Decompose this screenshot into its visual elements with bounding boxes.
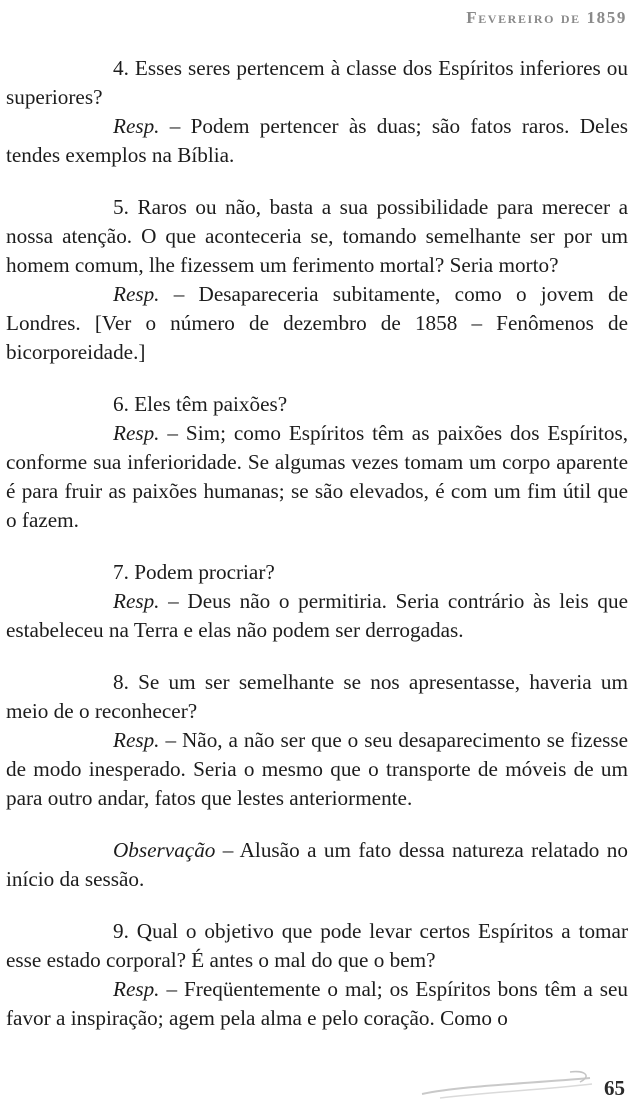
answer-4: [6, 112, 628, 170]
question-5: 5. Raros ou não, basta a sua possibilidade para merecer a nossa atenção. O que aconteceria se, tomando semelhante ser por um homem comum, lhe fizessem um ferimento mortal? Seria morto?: [6, 195, 628, 277]
resp-label: Resp.: [113, 282, 160, 306]
question-8: 8. Se um ser semelhante se nos apresentasse, haveria um meio de o reconhecer?: [6, 670, 628, 723]
answer-9: [6, 975, 628, 1033]
question-4: 4. Esses seres pertencem à classe dos Espíritos inferiores ou superiores?: [6, 56, 628, 109]
answer-text: – Deus não o permitiria. Seria contrário às leis que estabeleceu na Terra e elas não podem ser derrogadas.: [6, 589, 628, 642]
resp-label: Resp.: [113, 114, 160, 138]
resp-label: Resp.: [113, 421, 160, 445]
resp-label: Resp.: [113, 977, 160, 1001]
answer-7: [6, 587, 628, 645]
answer-5: [6, 280, 628, 367]
observation-text: – Alusão a um fato dessa natureza relatado no início da sessão.: [6, 838, 628, 891]
question-9: 9. Qual o objetivo que pode levar certos Espíritos a tomar esse estado corporal? É antes o mal do que o bem?: [6, 919, 628, 972]
page-body: [6, 54, 628, 1033]
question-7: 7. Podem procriar?: [113, 560, 275, 584]
page-number: 65: [604, 1076, 625, 1100]
answer-text: – Podem pertencer às duas; são fatos raros. Deles tendes exemplos na Bíblia.: [6, 114, 628, 167]
question-6: 6. Eles têm paixões?: [113, 392, 288, 416]
answer-text: – Sim; como Espíritos têm as paixões dos Espíritos, conforme sua inferioridade. Se algumas vezes tomam um corpo aparente é para fruir as paixões humanas; se são elevados, é com um fim útil que o fazem.: [6, 421, 628, 532]
answer-text: – Desapareceria subitamente, como o jovem de Londres. [Ver o número de dezembro de 1858 – Fenômenos de bicorporeidade.]: [6, 282, 628, 364]
observation-label: Observação: [113, 838, 216, 862]
running-header: Fevereiro de 1859: [466, 8, 627, 27]
resp-label: Resp.: [113, 728, 160, 752]
answer-text: – Não, a não ser que o seu desaparecimento se fizesse de modo inesperado. Seria o mesmo que o transporte de móveis de um para outro andar, fatos que lestes anteriormente.: [6, 728, 628, 810]
resp-label: Resp.: [113, 589, 160, 613]
observation-note: [6, 836, 628, 894]
decorative-swoosh-icon: [420, 1064, 595, 1104]
answer-text: – Freqüentemente o mal; os Espíritos bons têm a seu favor a inspiração; agem pela alma e pelo coração. Como o: [6, 977, 628, 1030]
answer-6: [6, 419, 628, 535]
answer-8: [6, 726, 628, 813]
